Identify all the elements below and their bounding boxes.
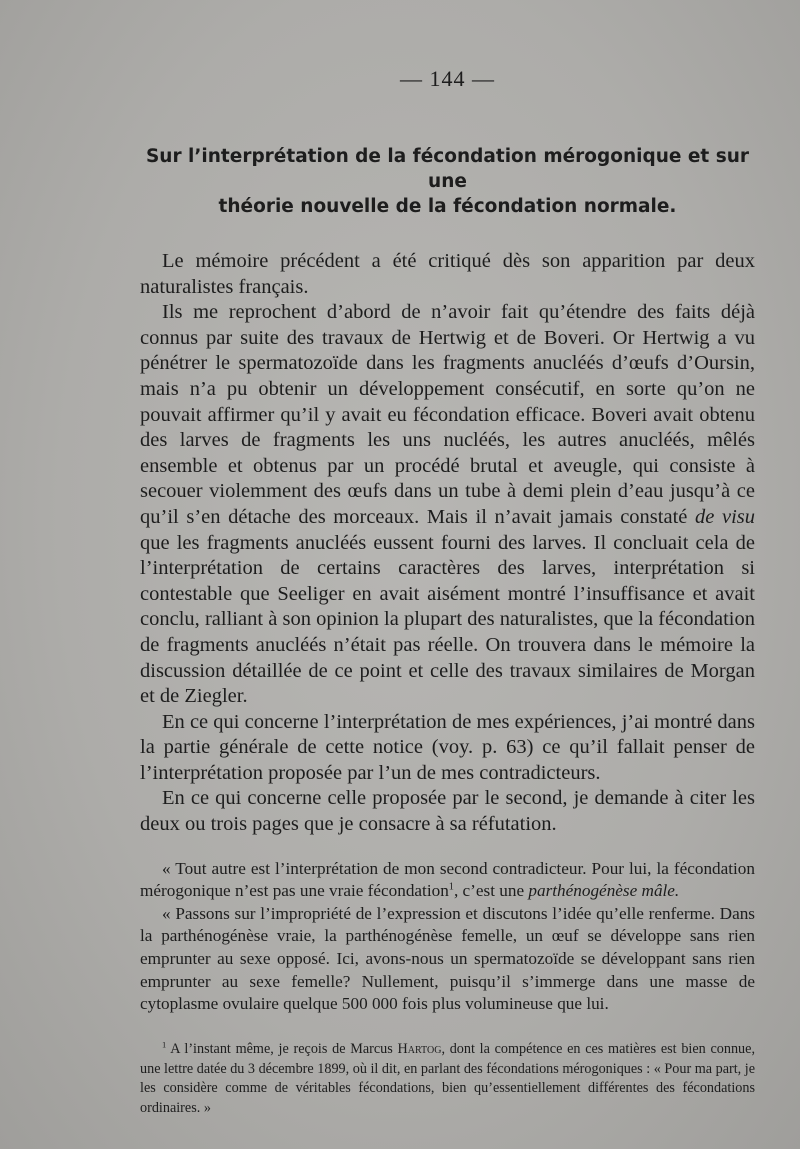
footnote: [140, 1040, 755, 1119]
footnote-author-name: Hartog: [397, 1040, 442, 1057]
quote-paragraph-2: « Passons sur l’impropriété de l’expression et discutons l’idée qu’elle renferme. Dans la parthénogénèse vraie, la parthénogénèse femelle, un œuf se développe sans rien emprunter au sexe opposé. Ici, avons-nous un spermatozoïde se développant sans rien emprunter au sexe femelle? Nullement, puisqu’il s’immerge dans une masse de cytoplasme ovulaire quelque 500 000 fois plus volumineuse que lui.: [140, 903, 755, 1014]
title-line-1: Sur l’interprétation de la fécondation mérogonique et sur une: [145, 146, 750, 192]
footnote-part-a: A l’instant même, je reçois de Marcus: [166, 1040, 398, 1057]
paragraph-2-italic: de visu: [695, 505, 755, 528]
quotation: [140, 858, 755, 1016]
section-title: [140, 144, 755, 219]
paragraph-3: En ce qui concerne l’interprétation de mes expériences, j’ai montré dans la partie générale de cette notice (voy. p. 63) ce qu’il fallait penser de l’interprétation proposée par l’un de mes contradicteurs.: [140, 710, 755, 784]
body-text: [140, 249, 755, 838]
paragraph-4: En ce qui concerne celle proposée par le second, je demande à citer les deux ou trois pages que je consacre à sa réfutation.: [140, 787, 755, 836]
paragraph-2: [140, 300, 755, 710]
quote-1-italic: parthénogénèse mâle.: [528, 881, 680, 901]
footnote-text: [140, 1040, 755, 1119]
quote-1-part-b: , c’est une: [453, 881, 529, 901]
quote-1-part-a: « Tout autre est l’interprétation de mon second contradicteur. Pour lui, la fécondation mérogonique n’est pas une vraie fécondation: [140, 858, 755, 901]
page-number: — 144 —: [400, 66, 495, 91]
footnote-part-b: , dont la compétence en ces matières est bien connue, une lettre datée du 3 décembre 1899, où il dit, en parlant des fécondations mérogoniques : « Pour ma part, je les considère comme de véritables fécondations, bien qu’essentiellement différentes des fécondations ordinaires. »: [140, 1040, 756, 1117]
paragraph-2-part-b: que les fragments anucléés eussent fourni des larves. Il concluait cela de l’interprétation de certains caractères des larves, interprétation si contestable que Seeliger en avait aisément montré l’insuffisance et avait conclu, ralliant à son opinion la plupart des naturalistes, que la fécondation de fragments anucléés n’était pas réelle. On trouvera dans le mémoire la discussion détaillée de ce point et celle des travaux similaires de Morgan et de Ziegler.: [140, 531, 755, 708]
quote-paragraph-1: [140, 858, 755, 903]
page-content: [140, 66, 755, 1119]
paragraph-2-part-a: Ils me reprochent d’abord de n’avoir fait qu’étendre des faits déjà connus par suite des travaux de Hertwig et de Boveri. Or Hertwig a vu pénétrer le spermatozoïde dans les fragments anucléés d’œufs d’Oursin, mais n’a pu obtenir un développement consécutif, en sorte qu’on ne pouvait affirmer qu’il y avait eu fécondation efficace. Boveri avait obtenu des larves de fragments les uns nucléés, les autres anucléés, mêlés ensemble et obtenus par un procédé brutal et aveugle, qui consiste à secouer violemment des œufs dans un tube à demi plein d’eau jusqu’à ce qu’il s’en détache des morceaux. Mais il n’avait jamais constaté: [140, 301, 755, 528]
paragraph-1: Le mémoire précédent a été critiqué dès son apparition par deux naturalistes français.: [140, 250, 755, 298]
title-line-2: théorie nouvelle de la fécondation normale.: [218, 196, 677, 217]
footnote-mark: 1: [162, 1039, 167, 1050]
footnote-reference: 1: [448, 881, 454, 893]
